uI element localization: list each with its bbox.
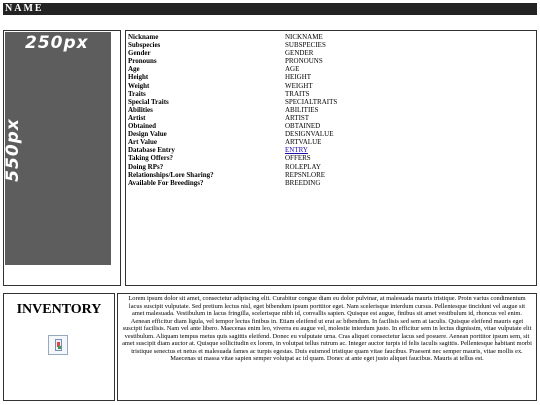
info-row-weight xyxy=(128,82,532,90)
info-panel xyxy=(125,30,537,286)
info-key: Weight xyxy=(128,81,150,90)
info-row-taking-offers xyxy=(128,154,532,162)
info-row-special-traits xyxy=(128,98,532,106)
info-key: Design Value xyxy=(128,130,167,139)
info-row-age xyxy=(128,65,532,73)
info-value: ABILITIES xyxy=(285,105,319,114)
inventory-panel xyxy=(3,293,115,401)
description-panel xyxy=(117,293,537,401)
info-key: Doing RPs? xyxy=(128,162,164,171)
info-value: BREEDING xyxy=(285,178,321,187)
info-row-artist xyxy=(128,114,532,122)
info-value: NICKNAME xyxy=(285,33,323,41)
info-value: ROLEPLAY xyxy=(285,162,321,171)
info-key: Height xyxy=(128,73,149,82)
info-row-height xyxy=(128,73,532,81)
info-value: DESIGNVALUE xyxy=(285,130,334,139)
info-table xyxy=(128,33,532,187)
info-row-abilities xyxy=(128,106,532,114)
inventory-item[interactable] xyxy=(48,335,68,355)
info-key: Nickname xyxy=(128,33,159,41)
info-value: PRONOUNS xyxy=(285,57,323,66)
info-key: Abilities xyxy=(128,105,153,114)
info-value: OFFERS xyxy=(285,154,311,163)
info-key: Obtained xyxy=(128,122,157,131)
info-row-art-value xyxy=(128,138,532,146)
info-value: AGE xyxy=(285,65,300,74)
page-title: NAME xyxy=(3,3,537,15)
info-key: Traits xyxy=(128,89,146,98)
info-row-gender xyxy=(128,49,532,57)
info-row-relationships-lore xyxy=(128,171,532,179)
info-key: Taking Offers? xyxy=(128,154,174,163)
info-key: Database Entry xyxy=(128,146,175,155)
info-value: OBTAINED xyxy=(285,122,321,131)
info-key: Pronouns xyxy=(128,57,157,66)
character-image-placeholder xyxy=(2,32,111,265)
info-key: Available For Breedings? xyxy=(128,178,204,187)
info-value: REPSNLORE xyxy=(285,170,326,179)
placeholder-height-label: 550px xyxy=(2,118,23,182)
info-key: Age xyxy=(128,65,140,74)
info-value: ARTVALUE xyxy=(285,138,322,147)
info-row-design-value xyxy=(128,130,532,138)
info-row-doing-rps xyxy=(128,163,532,171)
info-key: Gender xyxy=(128,49,151,58)
info-value: GENDER xyxy=(285,49,314,58)
info-key: Art Value xyxy=(128,138,157,147)
info-value: SUBSPECIES xyxy=(285,41,326,50)
description-text: Lorem ipsum dolor sit amet, consectetur adipiscing elit. Curabitur congue diam eu dolor pulvinar, at malesuada mauris tristique. Proin varius condimentum lacus suscipit vulputate. Sed pretium lectus nisl, eget bibendum ipsum porttitor eget. Nam scelerisque interdum cursus. Pellentesque tincidunt vel augue sit amet malesuada. Vestibulum in lacus fringilla, scelerisque nibh id, convallis sapien. Quisque est augue, finibus sit amet vestibulum id, rhoncus vel enim. Aenean efficitur diam ligula, vel tempor lectus finibus in. Etiam eleifend ut erat ac bibendum. In facilisis sed sem at iaculis. Quisque eleifend mauris eget suscipit facilisis. Nam vel ante libero. Maecenas enim leo, viverra eu augue vel, molestie interdum justo. In efficitur sem in lectus dignissim, vitae vulputate elit vestibulum. Aliquam tempus metus quis sagittis eleifend. Donec eu vulputate urna. Cras aliquet consectetur lacus sed posuere. Aenean porttitor ipsum sem, sit amet suscipit diam auctor at. Quisque sollicitudin ex lorem, in volutpat tellus rutrum ac. Integer auctor turpis id felis iaculis sagittis. Pellentesque habitant morbi tristique senectus et netus et malesuada fames ac turpis egestas. Duis euismod tristique quam vitae faucibus. Praesent nec semper mauris, vitae mollis ex. Maecenas ut massa vitae sapien semper volutpat ac id quam. Donec at ante eget justo aliquet faucibus. Mauris at tellus est. xyxy=(122,295,532,362)
info-row-breedings xyxy=(128,179,532,187)
info-row-obtained xyxy=(128,122,532,130)
info-value: ARTIST xyxy=(285,113,310,122)
placeholder-width-label: 250px xyxy=(25,33,89,53)
broken-image-icon xyxy=(55,339,62,351)
info-key: Subspecies xyxy=(128,41,161,50)
database-entry-link[interactable]: ENTRY xyxy=(285,146,308,155)
info-row-nickname xyxy=(128,33,532,41)
info-key: Relationships/Lore Sharing? xyxy=(128,170,214,179)
info-row-traits xyxy=(128,90,532,98)
info-value xyxy=(285,146,532,154)
character-image-frame xyxy=(3,30,121,286)
info-value: HEIGHT xyxy=(285,73,312,82)
info-key: Artist xyxy=(128,113,146,122)
info-value: TRAITS xyxy=(285,89,310,98)
info-row-subspecies xyxy=(128,41,532,49)
info-key: Special Traits xyxy=(128,97,169,106)
info-value: WEIGHT xyxy=(285,81,313,90)
info-value: SPECIALTRAITS xyxy=(285,97,338,106)
info-row-database-entry xyxy=(128,146,532,154)
inventory-title: INVENTORY xyxy=(16,302,102,317)
info-row-pronouns xyxy=(128,57,532,65)
